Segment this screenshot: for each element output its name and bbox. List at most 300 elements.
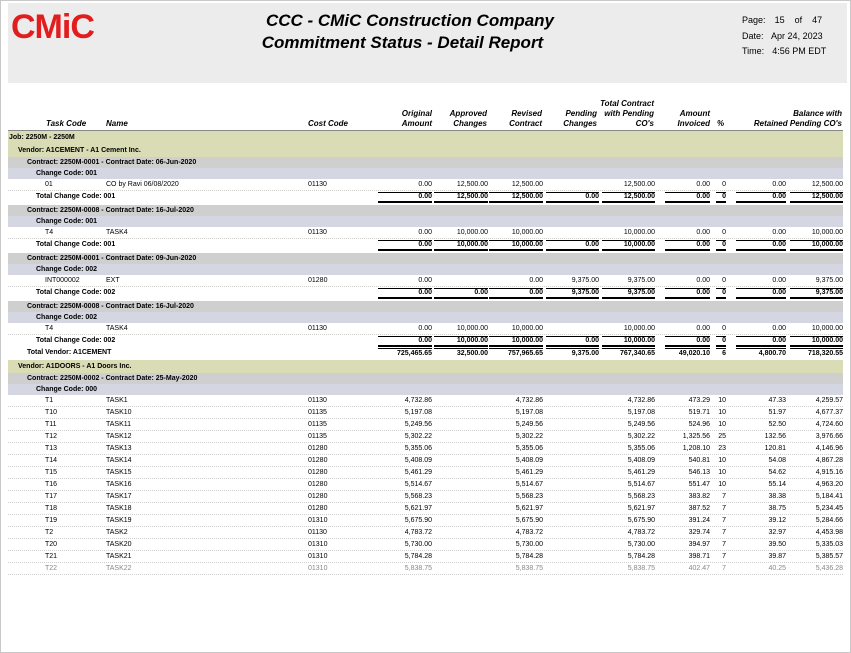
pend-total-cell: 0.00 — [546, 192, 599, 203]
cc-label: Change Code: 001 — [36, 218, 98, 225]
total-label: Total Change Code: 001 — [36, 241, 116, 248]
rev-cell: 0.00 — [529, 277, 543, 284]
pct-total-cell: 6 — [716, 348, 726, 359]
name-cell: TASK22 — [106, 565, 132, 572]
col-pending-2: Changes — [563, 119, 597, 128]
table-row — [8, 431, 843, 443]
bal-cell: 10,000.00 — [811, 325, 843, 332]
orig-cell: 5,355.06 — [404, 445, 432, 452]
rev-total-cell: 10,000.00 — [489, 240, 543, 251]
total-label: Total Change Code: 001 — [36, 193, 116, 200]
cost-code-cell: 01130 — [308, 229, 327, 236]
inv-cell: 524.96 — [688, 421, 710, 428]
change-code-total-row — [8, 287, 843, 298]
tcp-cell: 4,732.86 — [627, 397, 655, 404]
cc-group-header — [8, 312, 843, 323]
job-label: Job: 2250M - 2250M — [9, 134, 75, 141]
tcp-cell: 5,302.22 — [627, 433, 655, 440]
bal-cell: 4,677.37 — [815, 409, 843, 416]
rev-cell: 5,730.00 — [515, 541, 543, 548]
inv-cell: 0.00 — [696, 325, 710, 332]
table-row — [8, 443, 843, 455]
vendor-total-row — [8, 346, 843, 360]
col-revised-2: Contract — [509, 119, 542, 128]
rev-cell: 4,783.72 — [515, 529, 543, 536]
pct-cell: 0 — [722, 181, 726, 188]
rev-cell: 5,784.28 — [515, 553, 543, 560]
ret-total-cell: 0.00 — [736, 336, 786, 347]
orig-cell: 5,730.00 — [404, 541, 432, 548]
col-tcp-1: Total Contract — [600, 99, 654, 108]
total-label: Total Change Code: 002 — [36, 289, 116, 296]
pct-total-cell: 0 — [716, 192, 726, 203]
ret-cell: 0.00 — [772, 325, 786, 332]
table-row — [8, 419, 843, 431]
inv-total-cell: 0.00 — [665, 192, 710, 203]
total-label: Total Change Code: 002 — [36, 337, 116, 344]
rev-cell: 5,838.75 — [515, 565, 543, 572]
ret-cell: 39.50 — [768, 541, 786, 548]
task-code-cell: T17 — [45, 493, 58, 500]
inv-cell: 329.74 — [688, 529, 710, 536]
contract-group-header — [8, 253, 843, 264]
tcp-cell: 5,730.00 — [627, 541, 655, 548]
ret-cell: 132.56 — [764, 433, 786, 440]
orig-cell: 5,784.28 — [404, 553, 432, 560]
rev-cell: 5,461.29 — [515, 469, 543, 476]
orig-cell: 5,514.67 — [404, 481, 432, 488]
col-invoiced-1: Amount — [679, 109, 710, 118]
rev-total-cell: 757,965.65 — [489, 348, 543, 359]
contract-label: Contract: 2250M-0001 - Contract Date: 06-Jun-2020 — [27, 159, 197, 166]
ret-cell: 0.00 — [772, 181, 786, 188]
orig-total-cell: 725,465.65 — [378, 348, 432, 359]
tcp-total-cell: 12,500.00 — [602, 192, 655, 203]
pct-cell: 0 — [722, 325, 726, 332]
ret-cell: 0.00 — [772, 229, 786, 236]
table-row — [8, 407, 843, 419]
task-code-cell: T4 — [45, 325, 54, 332]
cc-label: Change Code: 001 — [36, 170, 98, 177]
pct-total-cell: 0 — [716, 240, 726, 251]
pct-cell: 0 — [722, 277, 726, 284]
ret-cell: 54.62 — [768, 469, 786, 476]
ret-cell: 39.12 — [768, 517, 786, 524]
name-cell: TASK13 — [106, 445, 132, 452]
inv-cell: 1,325.56 — [682, 433, 710, 440]
bal-cell: 9,375.00 — [815, 277, 843, 284]
orig-cell: 4,783.72 — [404, 529, 432, 536]
change-code-total-row — [8, 239, 843, 250]
name-cell: TASK2 — [106, 529, 128, 536]
orig-cell: 5,197.08 — [404, 409, 432, 416]
report-body — [8, 131, 843, 575]
column-headers — [0, 96, 851, 131]
tcp-cell: 5,675.90 — [627, 517, 655, 524]
cost-code-cell: 01280 — [308, 445, 328, 452]
col-name: Name — [106, 119, 128, 128]
name-cell: TASK14 — [106, 457, 132, 464]
pct-cell: 10 — [718, 457, 726, 464]
table-row — [8, 551, 843, 563]
table-row — [8, 179, 843, 191]
task-code-cell: T14 — [45, 457, 58, 464]
appr-total-cell: 10,000.00 — [434, 336, 488, 347]
rev-cell: 5,568.23 — [515, 493, 543, 500]
contract-label: Contract: 2250M-0001 - Contract Date: 09-Jun-2020 — [27, 255, 197, 262]
contract-group-header — [8, 373, 843, 384]
tcp-total-cell: 10,000.00 — [602, 240, 655, 251]
time-label: Time: — [742, 46, 765, 56]
col-percent: % — [717, 119, 725, 128]
col-approved-2: Changes — [453, 119, 487, 128]
cost-code-cell: 01310 — [308, 565, 328, 572]
inv-cell: 394.97 — [688, 541, 710, 548]
rev-total-cell: 12,500.00 — [489, 192, 543, 203]
ret-total-cell: 0.00 — [736, 192, 786, 203]
orig-cell: 5,461.29 — [404, 469, 432, 476]
tcp-cell: 5,408.09 — [627, 457, 655, 464]
pend-total-cell: 0.00 — [546, 336, 599, 347]
cost-code-cell: 01130 — [308, 529, 327, 536]
col-task-code: Task Code — [46, 119, 87, 128]
pct-cell: 7 — [722, 505, 726, 512]
orig-cell: 0.00 — [418, 277, 432, 284]
col-tcp-2: with Pending — [604, 109, 654, 118]
tcp-cell: 5,621.97 — [627, 505, 655, 512]
orig-cell: 5,568.23 — [404, 493, 432, 500]
ret-cell: 52.50 — [768, 421, 786, 428]
rev-cell: 5,675.90 — [515, 517, 543, 524]
name-cell: CO by Ravi 06/08/2020 — [106, 181, 179, 188]
cc-group-header — [8, 216, 843, 227]
task-code-cell: T21 — [45, 553, 58, 560]
orig-cell: 0.00 — [418, 229, 432, 236]
report-title: Commitment Status - Detail Report — [261, 33, 544, 52]
bal-cell: 5,385.57 — [815, 553, 843, 560]
contract-label: Contract: 2250M-0008 - Contract Date: 16-Jul-2020 — [27, 207, 194, 214]
task-code-cell: T11 — [45, 421, 57, 428]
inv-cell: 0.00 — [696, 181, 710, 188]
cost-code-cell: 01280 — [308, 469, 328, 476]
ret-cell: 47.33 — [768, 397, 786, 404]
orig-total-cell: 0.00 — [378, 336, 432, 347]
page-total: 47 — [812, 15, 823, 25]
name-cell: TASK16 — [106, 481, 132, 488]
pct-cell: 7 — [722, 565, 726, 572]
task-code-cell: 01 — [45, 181, 53, 188]
inv-cell: 473.29 — [688, 397, 710, 404]
table-row — [8, 563, 843, 575]
bal-cell: 12,500.00 — [811, 181, 843, 188]
ret-cell: 38.75 — [768, 505, 786, 512]
ret-cell: 32.97 — [768, 529, 786, 536]
inv-cell: 519.71 — [688, 409, 710, 416]
task-code-cell: T18 — [45, 505, 58, 512]
vendor-label: Vendor: A1CEMENT - A1 Cement Inc. — [18, 147, 141, 154]
tcp-cell: 5,838.75 — [627, 565, 655, 572]
table-row — [8, 539, 843, 551]
table-row — [8, 395, 843, 407]
name-cell: TASK4 — [106, 229, 128, 236]
orig-cell: 5,838.75 — [404, 565, 432, 572]
cmic-logo: CMiC — [11, 8, 94, 46]
task-code-cell: INT000002 — [45, 277, 80, 284]
name-cell: TASK20 — [106, 541, 132, 548]
bal-cell: 4,259.57 — [815, 397, 843, 404]
ret-total-cell: 4,800.70 — [736, 348, 786, 359]
task-code-cell: T4 — [45, 229, 54, 236]
tcp-cell: 10,000.00 — [623, 229, 655, 236]
table-row — [8, 503, 843, 515]
task-code-cell: T20 — [45, 541, 58, 548]
pct-cell: 25 — [718, 433, 726, 440]
col-tcp-3: CO's — [635, 119, 654, 128]
page-label: Page: — [742, 15, 766, 25]
rev-cell: 5,408.09 — [515, 457, 543, 464]
name-cell: TASK15 — [106, 469, 132, 476]
inv-total-cell: 0.00 — [665, 288, 710, 299]
table-row — [8, 491, 843, 503]
bal-cell: 5,184.41 — [815, 493, 843, 500]
orig-cell: 0.00 — [418, 325, 432, 332]
rev-total-cell: 10,000.00 — [489, 336, 543, 347]
cost-code-cell: 01280 — [308, 493, 328, 500]
bal-cell: 5,234.45 — [815, 505, 843, 512]
cost-code-cell: 01135 — [308, 409, 327, 416]
table-row — [8, 515, 843, 527]
orig-cell: 4,732.86 — [404, 397, 432, 404]
rev-total-cell: 0.00 — [489, 288, 543, 299]
tcp-cell: 5,568.23 — [627, 493, 655, 500]
page-of-label: of — [794, 15, 803, 25]
ret-cell: 55.14 — [768, 481, 786, 488]
date-value: Apr 24, 2023 — [771, 31, 823, 41]
bal-total-cell: 10,000.00 — [790, 336, 843, 347]
cost-code-cell: 01280 — [308, 277, 328, 284]
appr-total-cell: 0.00 — [434, 288, 488, 299]
tcp-total-cell: 10,000.00 — [602, 336, 655, 347]
orig-cell: 5,249.56 — [404, 421, 432, 428]
vendor-label: Vendor: A1DOORS - A1 Doors Inc. — [18, 363, 132, 370]
col-cost-code: Cost Code — [308, 119, 348, 128]
cost-code-cell: 01130 — [308, 181, 327, 188]
ret-total-cell: 0.00 — [736, 240, 786, 251]
pct-cell: 10 — [718, 421, 726, 428]
cc-label: Change Code: 002 — [36, 266, 98, 273]
orig-cell: 5,675.90 — [404, 517, 432, 524]
orig-cell: 5,302.22 — [404, 433, 432, 440]
tcp-cell: 10,000.00 — [623, 325, 655, 332]
page-number: 15 — [774, 15, 785, 25]
pend-total-cell: 9,375.00 — [546, 288, 599, 299]
name-cell: TASK21 — [106, 553, 132, 560]
name-cell: TASK11 — [106, 421, 132, 428]
inv-cell: 551.47 — [688, 481, 710, 488]
tcp-cell: 5,514.67 — [627, 481, 655, 488]
name-cell: EXT — [106, 277, 120, 284]
change-code-total-row — [8, 335, 843, 346]
tcp-total-cell: 767,340.65 — [602, 348, 655, 359]
bal-cell: 4,146.96 — [815, 445, 843, 452]
task-code-cell: T2 — [45, 529, 54, 536]
bal-cell: 4,724.60 — [815, 421, 843, 428]
col-pending-1: Pending — [565, 109, 597, 118]
contract-label: Contract: 2250M-0008 - Contract Date: 16-Jul-2020 — [27, 303, 194, 310]
name-cell: TASK12 — [106, 433, 132, 440]
cost-code-cell: 01310 — [308, 553, 328, 560]
col-balance-1: Balance with — [793, 109, 842, 118]
appr-cell: 12,500.00 — [456, 181, 488, 188]
report-company-title: CCC - CMiC Construction Company — [265, 11, 555, 30]
bal-total-cell: 718,320.55 — [790, 348, 843, 359]
table-row — [8, 227, 843, 239]
cost-code-cell: 01280 — [308, 481, 328, 488]
rev-cell: 12,500.00 — [511, 181, 543, 188]
tcp-total-cell: 9,375.00 — [602, 288, 655, 299]
rev-cell: 5,302.22 — [515, 433, 543, 440]
tcp-cell: 5,461.29 — [627, 469, 655, 476]
time-value: 4:56 PM EDT — [772, 46, 827, 56]
col-original-2: Amount — [401, 119, 432, 128]
appr-total-cell: 32,500.00 — [434, 348, 488, 359]
name-cell: TASK19 — [106, 517, 132, 524]
table-row — [8, 323, 843, 335]
table-row — [8, 479, 843, 491]
orig-cell: 5,408.09 — [404, 457, 432, 464]
rev-cell: 10,000.00 — [511, 325, 543, 332]
inv-total-cell: 0.00 — [665, 336, 710, 347]
bal-cell: 3,976.66 — [815, 433, 843, 440]
date-info — [742, 31, 823, 41]
orig-cell: 5,621.97 — [404, 505, 432, 512]
date-label: Date: — [742, 31, 764, 41]
pend-total-cell: 9,375.00 — [546, 348, 599, 359]
rev-cell: 5,355.06 — [515, 445, 543, 452]
vendor-group-header — [8, 144, 843, 157]
tcp-cell: 5,355.06 — [627, 445, 655, 452]
name-cell: TASK18 — [106, 505, 132, 512]
inv-cell: 0.00 — [696, 229, 710, 236]
ret-cell: 40.25 — [768, 565, 786, 572]
pct-cell: 10 — [718, 469, 726, 476]
task-code-cell: T10 — [45, 409, 58, 416]
rev-cell: 5,249.56 — [515, 421, 543, 428]
name-cell: TASK1 — [106, 397, 128, 404]
pct-cell: 7 — [722, 529, 726, 536]
pend-total-cell: 0.00 — [546, 240, 599, 251]
col-revised-1: Revised — [511, 109, 542, 118]
pct-cell: 7 — [722, 493, 726, 500]
rev-cell: 4,732.86 — [515, 397, 543, 404]
pct-cell: 10 — [718, 397, 726, 404]
cc-group-header — [8, 384, 843, 395]
cc-group-header — [8, 168, 843, 179]
bal-cell: 5,284.66 — [815, 517, 843, 524]
cc-label: Change Code: 002 — [36, 314, 98, 321]
inv-cell: 1,208.10 — [682, 445, 710, 452]
orig-total-cell: 0.00 — [378, 288, 432, 299]
job-group-header — [8, 131, 843, 144]
inv-cell: 387.52 — [688, 505, 710, 512]
orig-total-cell: 0.00 — [378, 192, 432, 203]
task-code-cell: T22 — [45, 565, 58, 572]
ret-cell: 39.87 — [768, 553, 786, 560]
total-label: Total Vendor: A1CEMENT — [27, 349, 112, 356]
pct-cell: 23 — [718, 445, 726, 452]
bal-cell: 4,453.98 — [815, 529, 843, 536]
cc-label: Change Code: 000 — [36, 386, 98, 393]
tcp-cell: 5,249.56 — [627, 421, 655, 428]
name-cell: TASK17 — [106, 493, 132, 500]
inv-total-cell: 49,020.10 — [665, 348, 710, 359]
col-original-1: Original — [401, 109, 432, 118]
rev-cell: 10,000.00 — [511, 229, 543, 236]
pct-total-cell: 0 — [716, 288, 726, 299]
cost-code-cell: 01130 — [308, 397, 327, 404]
contract-group-header — [8, 205, 843, 216]
inv-cell: 546.13 — [688, 469, 710, 476]
pct-cell: 7 — [722, 553, 726, 560]
cost-code-cell: 01130 — [308, 325, 327, 332]
time-info — [742, 46, 826, 56]
pend-cell: 9,375.00 — [571, 277, 599, 284]
name-cell: TASK4 — [106, 325, 128, 332]
ret-cell: 120.81 — [764, 445, 786, 452]
task-code-cell: T16 — [45, 481, 58, 488]
inv-cell: 0.00 — [696, 277, 710, 284]
rev-cell: 5,621.97 — [515, 505, 543, 512]
pct-cell: 0 — [722, 229, 726, 236]
rev-cell: 5,197.08 — [515, 409, 543, 416]
inv-cell: 383.82 — [688, 493, 710, 500]
bal-total-cell: 10,000.00 — [790, 240, 843, 251]
appr-total-cell: 10,000.00 — [434, 240, 488, 251]
bal-cell: 4,867.28 — [815, 457, 843, 464]
task-code-cell: T19 — [45, 517, 58, 524]
contract-label: Contract: 2250M-0002 - Contract Date: 25-May-2020 — [27, 375, 198, 382]
name-cell: TASK10 — [106, 409, 132, 416]
tcp-cell: 5,197.08 — [627, 409, 655, 416]
bal-total-cell: 12,500.00 — [790, 192, 843, 203]
col-approved-1: Approved — [449, 109, 487, 118]
cc-group-header — [8, 264, 843, 275]
cost-code-cell: 01310 — [308, 517, 328, 524]
cost-code-cell: 01280 — [308, 505, 328, 512]
bal-cell: 10,000.00 — [811, 229, 843, 236]
inv-cell: 391.24 — [688, 517, 710, 524]
orig-total-cell: 0.00 — [378, 240, 432, 251]
task-code-cell: T15 — [45, 469, 58, 476]
ret-cell: 51.97 — [768, 409, 786, 416]
inv-total-cell: 0.00 — [665, 240, 710, 251]
bal-cell: 5,436.28 — [815, 565, 843, 572]
appr-cell: 10,000.00 — [456, 325, 488, 332]
col-invoiced-2: Invoiced — [677, 119, 710, 128]
bal-cell: 5,335.03 — [815, 541, 843, 548]
table-row — [8, 455, 843, 467]
ret-total-cell: 0.00 — [736, 288, 786, 299]
cost-code-cell: 01135 — [308, 433, 327, 440]
table-row — [8, 275, 843, 287]
ret-cell: 0.00 — [772, 277, 786, 284]
bal-cell: 4,963.20 — [815, 481, 843, 488]
cost-code-cell: 01310 — [308, 541, 328, 548]
tcp-cell: 9,375.00 — [627, 277, 655, 284]
pct-total-cell: 0 — [716, 336, 726, 347]
task-code-cell: T1 — [45, 397, 54, 404]
orig-cell: 0.00 — [418, 181, 432, 188]
